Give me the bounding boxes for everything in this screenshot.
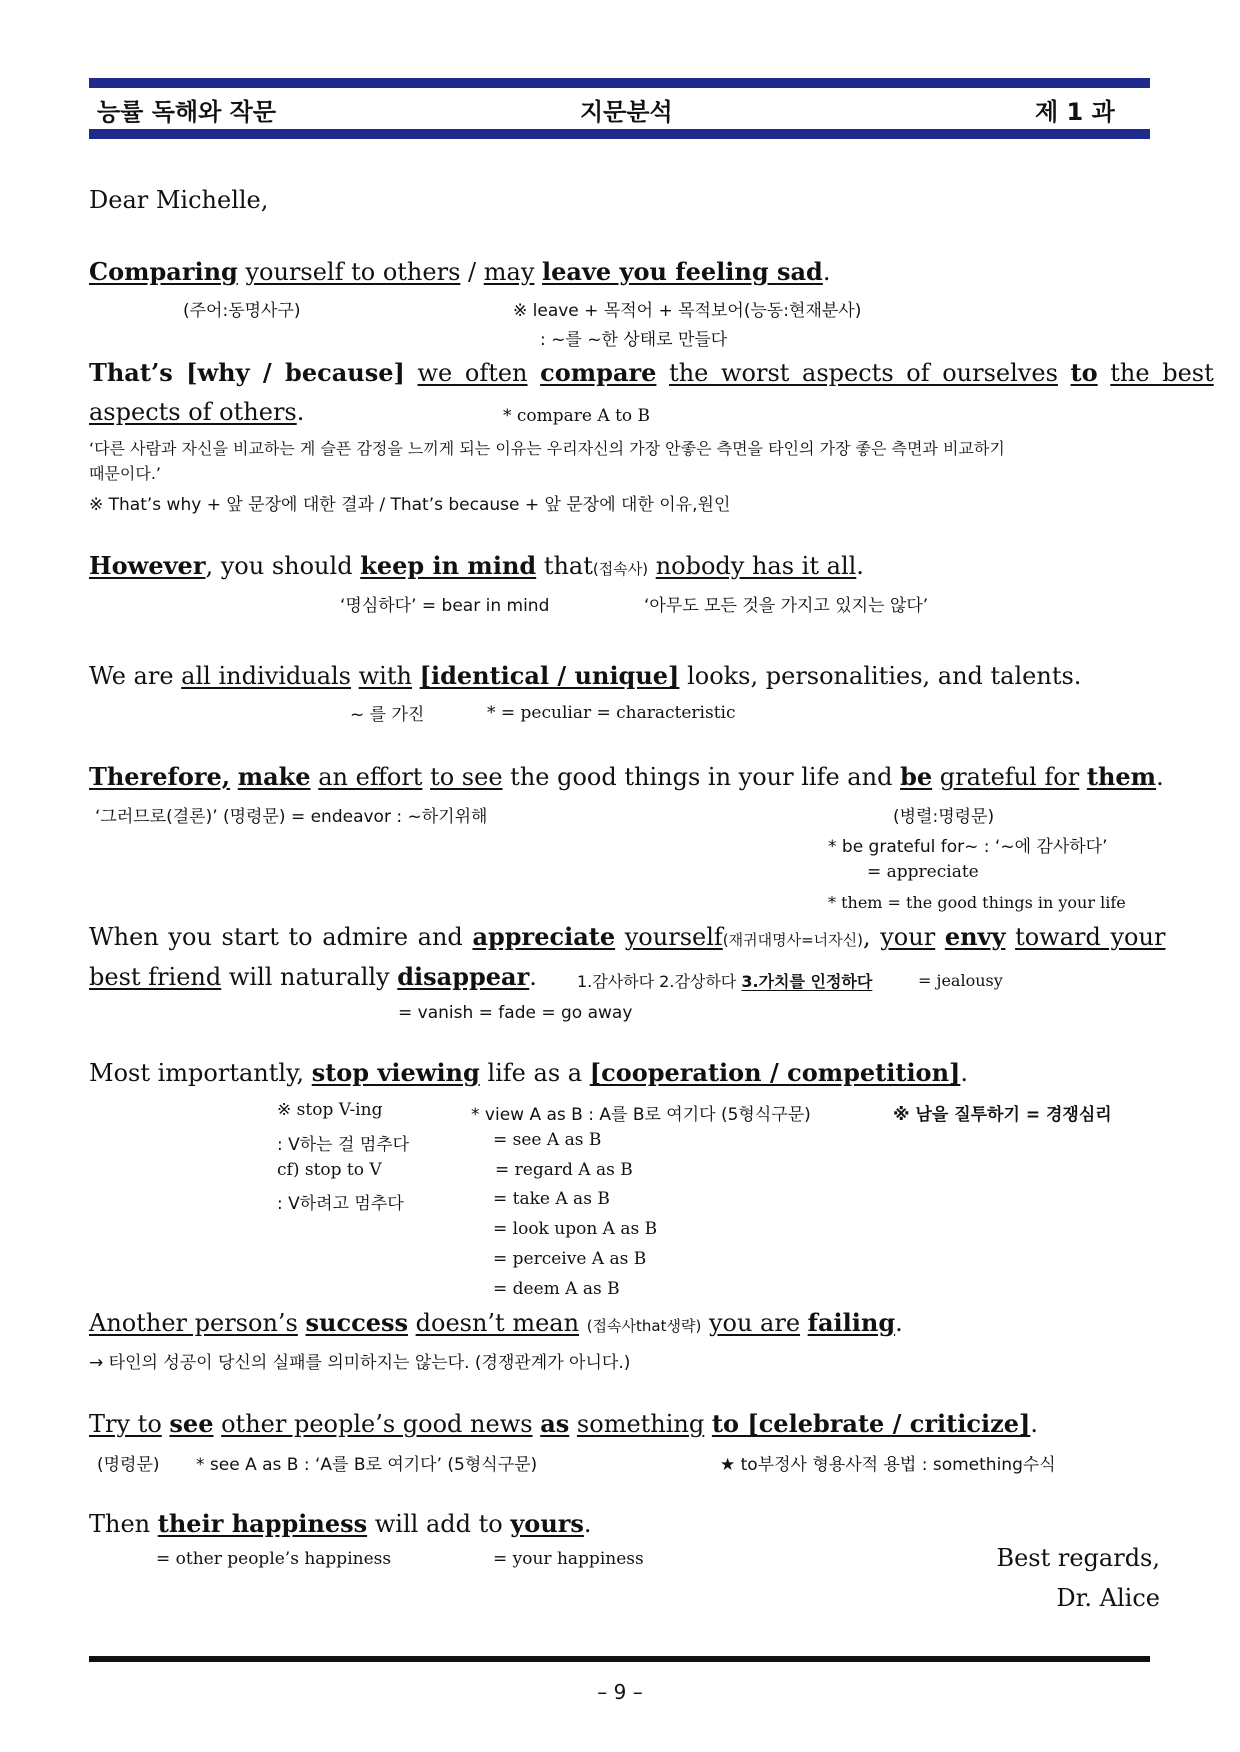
header-bottom-bar <box>89 129 1150 139</box>
note-7b1: * view A as B : A를 B로 여기다 (5형식구문) <box>471 1105 811 1125</box>
sentence-3: However, you should keep in mind that(접속사) nobody has it all. <box>89 551 864 580</box>
note-7b5: = look upon A as B <box>493 1219 658 1239</box>
sentence-5: Therefore, make an effort to see the good things in your life and be grateful for them. <box>89 762 1164 791</box>
note-10b: = your happiness <box>493 1549 644 1569</box>
translation-2-line1: ‘다른 사람과 자신을 비교하는 게 슬픈 감정을 느끼게 되는 이유는 우리자신의 가장 안좋은 측면을 타인의 가장 좋은 측면과 비교하기 <box>89 439 1005 458</box>
note-6c: = vanish = fade = go away <box>398 1003 633 1023</box>
note-5b: (병렬:명령문) <box>893 807 995 827</box>
translation-2-line2: 때문이다.’ <box>89 464 161 483</box>
note-4a: ~ 를 가진 <box>350 705 425 725</box>
note-1c: : ~를 ~한 상태로 만들다 <box>540 330 728 350</box>
sentence-9: Try to see other people’s good news as something to [celebrate / criticize]. <box>89 1409 1038 1438</box>
note-7c: ※ 남을 질투하기 = 경쟁심리 <box>893 1105 1112 1125</box>
sentence-7: Most importantly, stop viewing life as a [cooperation / competition]. <box>89 1058 969 1087</box>
note-5c: * be grateful for~ : ‘~에 감사하다’ <box>828 837 1108 857</box>
salutation: Dear Michelle, <box>89 186 269 214</box>
note-6a: 1.감사하다 2.감상하다 3.가치를 인정하다 <box>577 972 873 991</box>
note-7a2: : V하는 걸 멈추다 <box>277 1135 410 1155</box>
sentence-6-line2: best friend will naturally disappear. <box>89 962 537 991</box>
sentence-10: Then their happiness will add to yours. <box>89 1509 592 1538</box>
sentence-1: Comparing yourself to others / may leave you feeling sad. <box>89 257 831 286</box>
header-left-title: 능률 독해와 작문 <box>97 98 276 126</box>
note-7b3: = regard A as B <box>495 1160 633 1180</box>
note-2b: ※ That’s why + 앞 문장에 대한 결과 / That’s because + 앞 문장에 대한 이유,원인 <box>89 495 731 515</box>
note-7b4: = take A as B <box>493 1189 610 1209</box>
note-5a: ‘그러므로(결론)’ (명령문) = endeavor : ~하기위해 <box>95 807 488 827</box>
header-center-title: 지문분석 <box>580 98 673 126</box>
closing-signature: Dr. Alice <box>1056 1584 1160 1612</box>
sentence-2-line2: aspects of others. <box>89 398 305 426</box>
note-7b7: = deem A as B <box>493 1279 620 1299</box>
note-7a3: cf) stop to V <box>277 1160 382 1180</box>
note-5d: = appreciate <box>867 862 979 882</box>
header-lesson-number: 제 1 과 <box>1035 98 1115 126</box>
note-7b2: = see A as B <box>493 1130 602 1150</box>
note-7b6: = perceive A as B <box>493 1249 647 1269</box>
note-9b: * see A as B : ‘A를 B로 여기다’ (5형식구문) <box>196 1455 538 1475</box>
note-9c: ★ to부정사 형용사적 용법 : something수식 <box>720 1455 1056 1475</box>
note-1b: ※ leave + 목적어 + 목적보어(능동:현재분사) <box>513 301 862 321</box>
note-5e: * them = the good things in your life <box>828 893 1126 912</box>
note-10a: = other people’s happiness <box>156 1549 392 1569</box>
translation-8: → 타인의 성공이 당신의 실패를 의미하지는 않는다. (경쟁관계가 아니다.) <box>89 1353 631 1373</box>
page-number: – 9 – <box>597 1680 643 1704</box>
note-4b: * = peculiar = characteristic <box>487 703 736 723</box>
sentence-8: Another person’s success doesn’t mean (접속사that생략) you are failing. <box>89 1308 903 1337</box>
footer-bar <box>89 1656 1150 1662</box>
note-9a: (명령문) <box>97 1455 160 1475</box>
sentence-4: We are all individuals with [identical / unique] looks, personalities, and talents. <box>89 661 1082 690</box>
note-3a: ‘명심하다’ = bear in mind <box>340 596 550 616</box>
sentence-2-line1: That’s [why / because] we often compare the worst aspects of ourselves to the best <box>89 358 1214 387</box>
note-7a1: ※ stop V-ing <box>277 1100 383 1120</box>
note-2a: * compare A to B <box>503 406 651 426</box>
note-7a4: : V하려고 멈추다 <box>277 1194 404 1214</box>
note-6b: = jealousy <box>918 971 1003 990</box>
note-1a: (주어:동명사구) <box>183 301 301 321</box>
closing-regards: Best regards, <box>996 1544 1160 1572</box>
note-3b: ‘아무도 모든 것을 가지고 있지는 않다’ <box>644 596 929 616</box>
sentence-6-line1: When you start to admire and appreciate yourself(재귀대명사=너자신), your envy toward your <box>89 922 1166 951</box>
header-top-bar <box>89 78 1150 88</box>
